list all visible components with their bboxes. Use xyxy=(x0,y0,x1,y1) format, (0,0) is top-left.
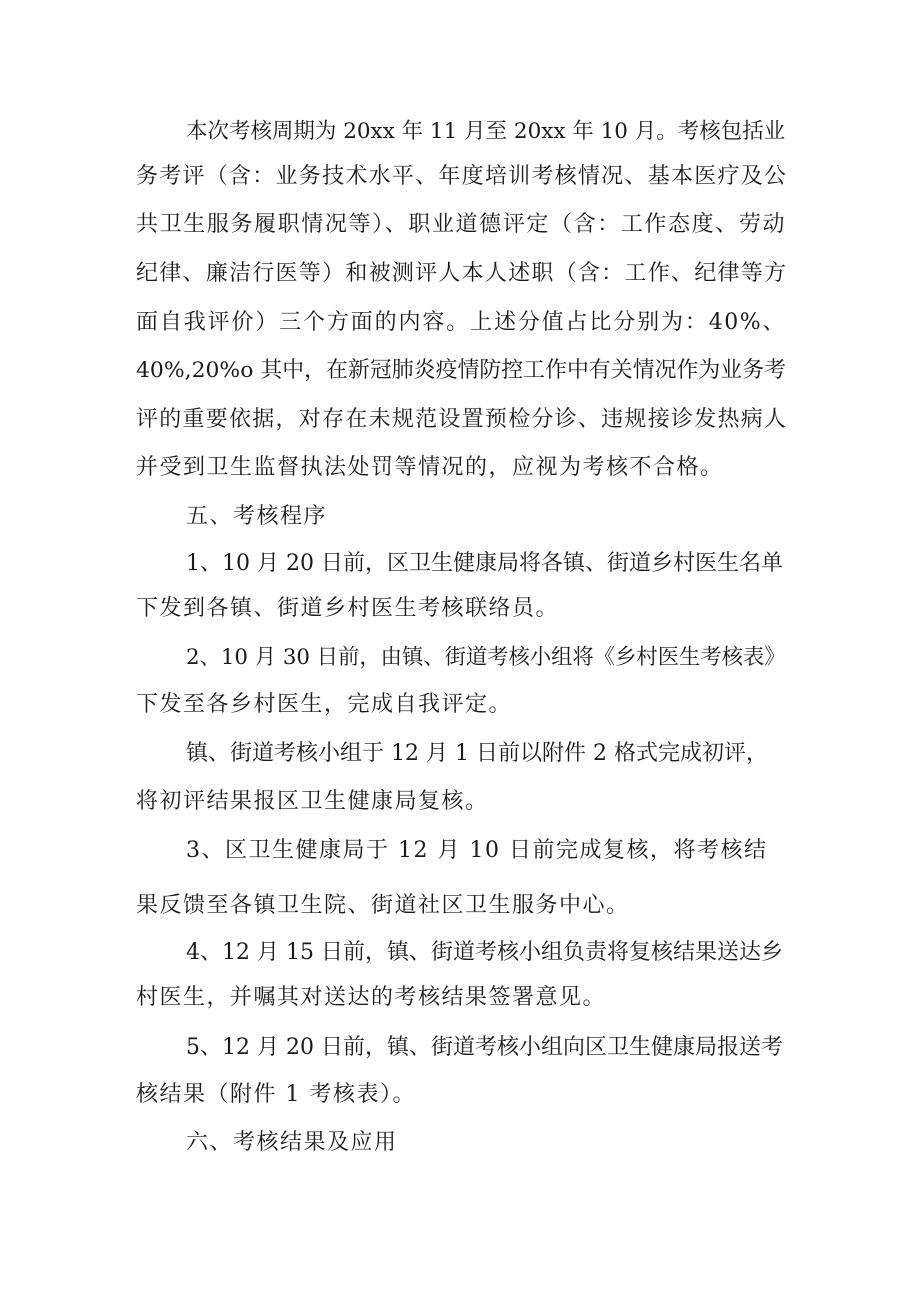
paragraph-line: 1、10 月 20 日前，区卫生健康局将各镇、街道乡村医生名单 xyxy=(186,551,783,576)
paragraph-line: 共卫生服务履职情况等）、职业道德评定（含：工作态度、劳动 xyxy=(136,212,786,237)
paragraph-line: 镇、街道考核小组于 12 月 1 日前以附件 2 格式完成初评， xyxy=(186,741,768,766)
paragraph-line: 4、12 月 15 日前，镇、街道考核小组负责将复核结果送达乡 xyxy=(186,940,783,965)
paragraph-line: 下发至各乡村医生，完成自我评定。 xyxy=(136,692,513,717)
paragraph-line: 果反馈至各镇卫生院、街道社区卫生服务中心。 xyxy=(136,893,630,918)
section-heading: 五、考核程序 xyxy=(186,504,328,529)
paragraph-line: 评的重要依据，对存在未规范设置预检分诊、违规接诊发热病人 xyxy=(136,407,786,432)
paragraph-line: 3、区卫生健康局于 12 月 10 日前完成复核，将考核结 xyxy=(186,838,768,863)
paragraph-line: 将初评结果报区卫生健康局复核。 xyxy=(136,789,489,814)
paragraph-line: 务考评（含：业务技术水平、年度培训考核情况、基本医疗及公 xyxy=(136,164,786,189)
paragraph-line: 面自我评价）三个方面的内容。上述分值占比分别为：40%、 xyxy=(136,310,786,335)
section-heading: 六、考核结果及应用 xyxy=(186,1130,398,1155)
paragraph-line: 2、10 月 30 日前，由镇、街道考核小组将《乡村医生考核表》 xyxy=(186,645,786,670)
paragraph-line: 下发到各镇、街道乡村医生考核联络员。 xyxy=(136,596,560,621)
paragraph-line: 5、12 月 20 日前，镇、街道考核小组向区卫生健康局报送考 xyxy=(186,1035,783,1060)
paragraph-line: 本次考核周期为 20xx 年 11 月至 20xx 年 10 月。考核包括业 xyxy=(186,119,786,144)
paragraph-line: 核结果（附件 1 考核表）。 xyxy=(136,1082,416,1107)
paragraph-line: 纪律、廉洁行医等）和被测评人本人述职（含：工作、纪律等方 xyxy=(136,261,786,286)
paragraph-line: 40%,20%o 其中，在新冠肺炎疫情防控工作中有关情况作为业务考 xyxy=(136,358,786,383)
paragraph-line: 并受到卫生监督执法处罚等情况的，应视为考核不合格。 xyxy=(136,455,724,480)
paragraph-line: 村医生，并嘱其对送达的考核结果签署意见。 xyxy=(136,985,607,1010)
